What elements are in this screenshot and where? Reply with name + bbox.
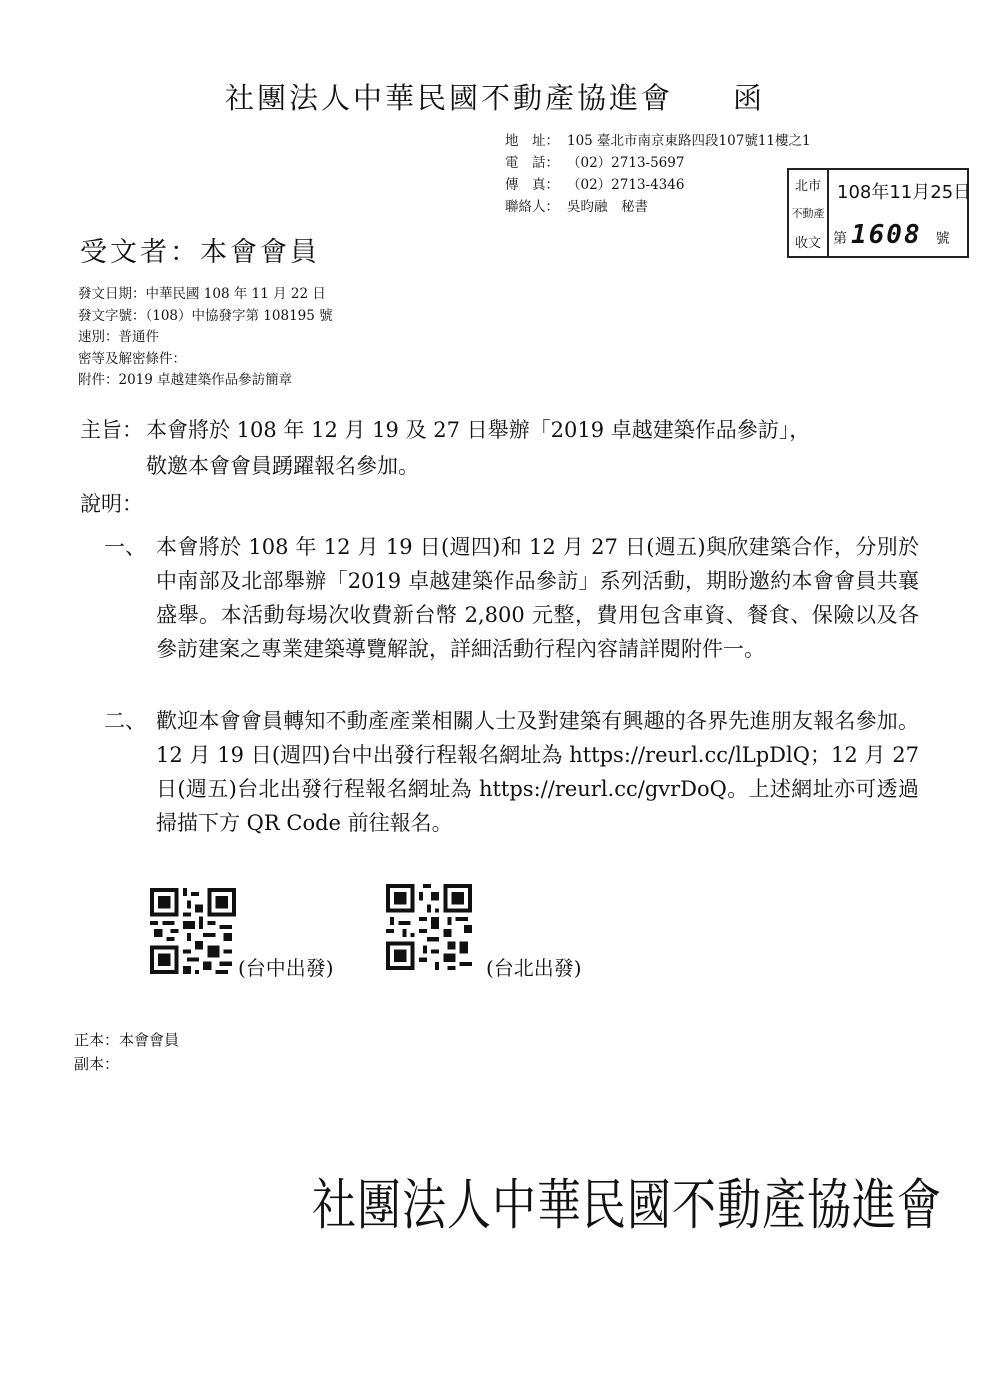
subject-label: 主旨： bbox=[80, 418, 143, 442]
subject-line: 敬邀本會會員踴躍報名參加。 bbox=[146, 454, 419, 478]
stamp-label-column bbox=[789, 170, 829, 256]
subject-line: 本會將於 108 年 12 月 19 及 27 日舉辦「2019 卓越建築作品參訪」， bbox=[146, 418, 811, 442]
contact-address: 地 址： 105 臺北市南京東路四段107號11樓之1 bbox=[505, 133, 811, 149]
classification: 密等及解密條件： bbox=[78, 350, 186, 367]
issue-date: 發文日期：中華民國 108 年 11 月 22 日 bbox=[78, 286, 326, 302]
qr-label: (台中出發) bbox=[238, 956, 334, 980]
explanation-label: 說明： bbox=[80, 492, 143, 516]
qr-code-icon[interactable] bbox=[150, 888, 236, 974]
doc-type: 函 bbox=[733, 81, 766, 115]
stamp-cell: 收文 bbox=[794, 235, 821, 251]
subject bbox=[80, 412, 810, 484]
stamp-cell: 北市 bbox=[794, 178, 821, 194]
stamp-number: 第 1608 號 bbox=[833, 220, 950, 250]
item-marker: 二、 bbox=[104, 709, 146, 733]
org-title: 社團法人中華民國不動產協進會 bbox=[224, 81, 673, 115]
qr-code-icon[interactable] bbox=[386, 884, 472, 970]
original-recipient: 正本：本會會員 bbox=[74, 1031, 180, 1049]
stamp-cell: 不動產 bbox=[791, 206, 825, 220]
qr-code-taipei[interactable] bbox=[386, 884, 472, 974]
recipient: 受文者：本會會員 bbox=[80, 237, 320, 268]
explanation-item bbox=[104, 530, 919, 666]
contact-phone: 電 話： （02）2713-5697 bbox=[505, 155, 685, 171]
copy-recipient: 副本： bbox=[74, 1055, 120, 1073]
qr-label: (台北出發) bbox=[486, 956, 582, 980]
explanation-item bbox=[104, 704, 919, 840]
item-text: 歡迎本會會員轉知不動產產業相關人士及對建築有興趣的各界先進朋友報名參加。12 月 19 日(週四)台中出發行程報名網址為 https://reurl.cc/lLpDlQ；12 月 27 日(週五)台北出發行程報名網址為 https://reurl.cc/gvrDoQ。上述網址亦可透過掃描下方 QR Code 前往報名。 bbox=[156, 709, 919, 835]
distribution-list bbox=[74, 1028, 179, 1076]
attachment: 附件：2019 卓越建築作品參訪簡章 bbox=[78, 372, 293, 388]
organization-seal: 社團法人中華民國不動產協進會 bbox=[312, 1173, 942, 1238]
item-text: 本會將於 108 年 12 月 19 日(週四)和 12 月 27 日(週五)與欣建築合作，分別於中南部及北部舉辦「2019 卓越建築作品參訪」系列活動，期盼邀約本會會員共襄盛舉。本活動每場次收費新台幣 2,800 元整，費用包含車資、餐食、保險以及各參訪建案之專業建築導覽解說，詳細活動行程內容請詳閱附件一。 bbox=[156, 535, 919, 661]
qr-code-taichung[interactable] bbox=[150, 888, 236, 978]
contact-person: 聯絡人： 吳昀融 秘書 bbox=[505, 199, 648, 215]
document-title bbox=[0, 76, 990, 117]
item-marker: 一、 bbox=[104, 535, 146, 559]
contact-fax: 傳 真： （02）2713-4346 bbox=[505, 177, 685, 193]
document-meta bbox=[78, 284, 333, 392]
receipt-stamp bbox=[787, 168, 972, 258]
contact-block bbox=[505, 130, 811, 218]
stamp-number-handwritten: 1608 bbox=[851, 220, 922, 250]
stamp-date: 108年11月25日 bbox=[837, 182, 972, 203]
priority: 速別：普通件 bbox=[78, 329, 159, 345]
document-number: 發文字號：（108）中協發字第 108195 號 bbox=[78, 307, 333, 324]
